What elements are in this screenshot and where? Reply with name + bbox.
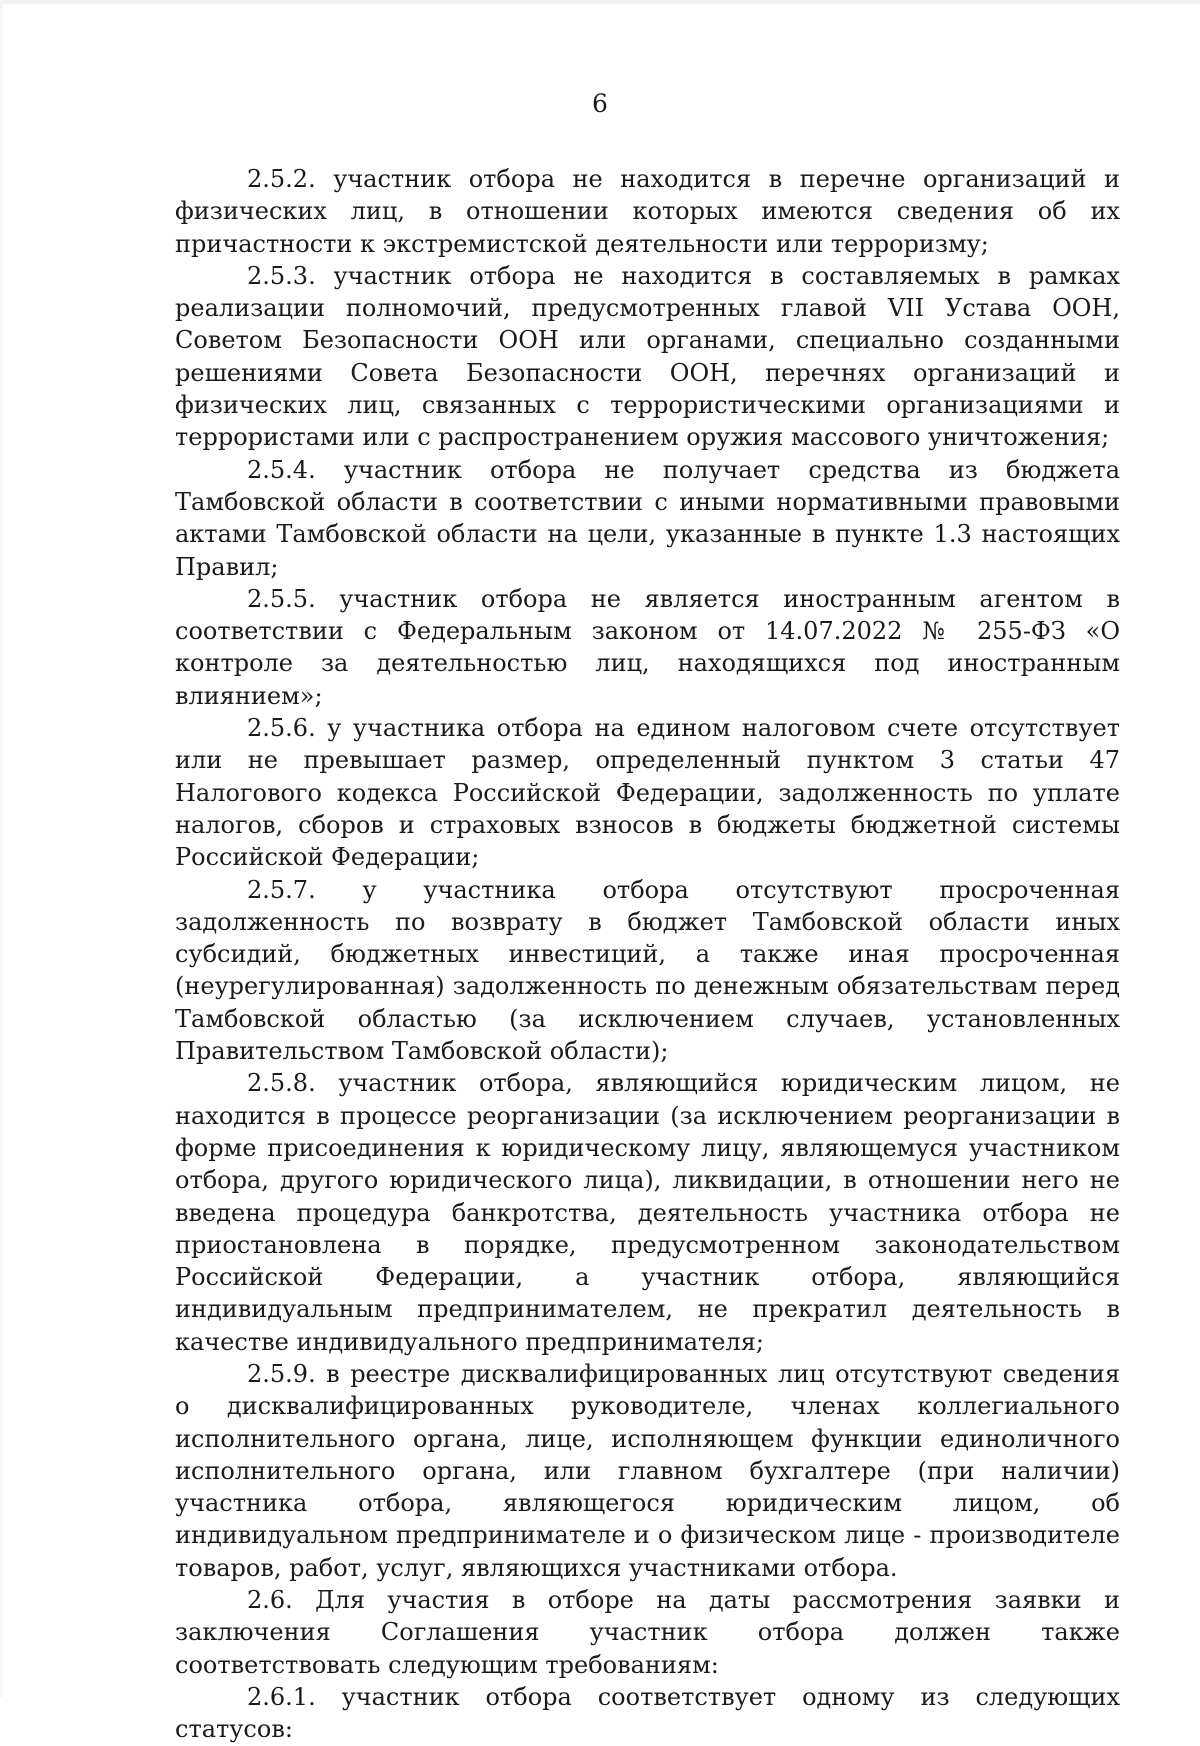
scan-left-edge (0, 0, 3, 1697)
paragraph-2-5-8: 2.5.8. участник отбора, являющийся юридическим лицом, не находится в процессе реорганизации (за исключением реорганизации в форме присоединения к юридическому лицу, являющемуся участником отбора, другого юридического лица), ликвидации, в отношении него не введена процедура банкротства, деятельность участника отбора не приостановлена в порядке, предусмотренном законодательством Российской Федерации, а участник отбора, являющийся индивидуальным предпринимателем, не прекратил деятельность в качестве индивидуального предпринимателя; (175, 1069, 1120, 1356)
paragraph-2-6: 2.6. Для участия в отборе на даты рассмотрения заявки и заключения Соглашения участник отбора должен также соответствовать следующим требованиям: (175, 1586, 1120, 1679)
document-body (175, 163, 1120, 1746)
paragraph-2-5-3: 2.5.3. участник отбора не находится в составляемых в рамках реализации полномочий, предусмотренных главой VII Устава ООН, Советом Безопасности ООН или органами, специально созданными решениями Совета Безопасности ООН, перечнях организаций и физических лиц, связанных с террористическими организациями и террористами или с распространением оружия массового уничтожения; (175, 261, 1120, 452)
paragraph-2-5-5: 2.5.5. участник отбора не является иностранным агентом в соответствии с Федеральным законом от 14.07.2022 № 255-ФЗ «О контроле за деятельностью лиц, находящихся под иностранным влиянием»; (175, 584, 1120, 710)
page-number: 6 (592, 89, 608, 118)
paragraph-2-5-4: 2.5.4. участник отбора не получает средства из бюджета Тамбовской области в соответствии с иными нормативными правовыми актами Тамбовской области на цели, указанные в пункте 1.3 настоящих Правил; (175, 455, 1120, 581)
paragraph-2-5-9: 2.5.9. в реестре дисквалифицированных лиц отсутствуют сведения о дисквалифицированных руководителе, членах коллегиального исполнительного органа, лице, исполняющем функции единоличного исполнительного органа, или главном бухгалтере (при наличии) участника отбора, являющегося юридическим лицом, об индивидуальном предпринимателе и о физическом лице - производителе товаров, работ, услуг, являющихся участниками отбора. (175, 1359, 1120, 1582)
scan-top-edge (0, 0, 1200, 4)
paragraph-2-5-6: 2.5.6. у участника отбора на едином налоговом счете отсутствует или не превышает размер, определенный пунктом 3 статьи 47 Налогового кодекса Российской Федерации, задолженность по уплате налогов, сборов и страховых взносов в бюджеты бюджетной системы Российской Федерации; (175, 714, 1120, 872)
paragraph-2-5-2: 2.5.2. участник отбора не находится в перечне организаций и физических лиц, в отношении которых имеются сведения об их причастности к экстремистской деятельности или терроризму; (175, 165, 1120, 258)
paragraph-2-6-1: 2.6.1. участник отбора соответствует одному из следующих статусов: (175, 1682, 1120, 1744)
paragraph-2-5-7: 2.5.7. у участника отбора отсутствуют просроченная задолженность по возврату в бюджет Тамбовской области иных субсидий, бюджетных инвестиций, а также иная просроченная (неурегулированная) задолженность по денежным обязательствам перед Тамбовской областью (за исключением случаев, установленных Правительством Тамбовской области); (175, 875, 1120, 1066)
